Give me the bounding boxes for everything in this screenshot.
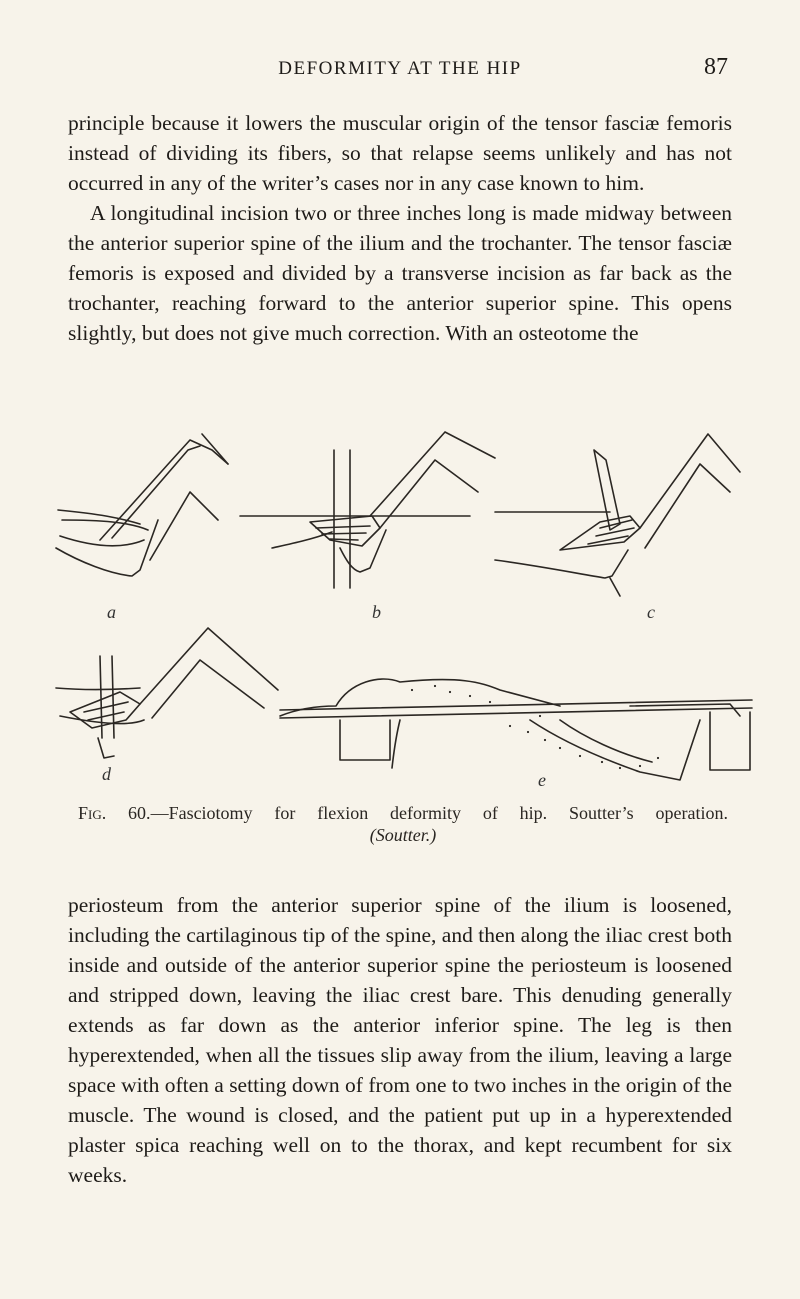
figure-label-a: a xyxy=(107,602,116,622)
figure-label-b: b xyxy=(372,602,381,622)
panel-e-drawing xyxy=(280,679,752,780)
caption-text: —Fasciotomy for flexion deformity of hip. Soutter’s operation. xyxy=(150,803,728,823)
panel-b-drawing xyxy=(240,432,495,588)
body-text-bottom xyxy=(68,890,732,1190)
panel-d-drawing xyxy=(56,628,278,758)
panel-e-stipple xyxy=(411,685,659,769)
figure-label-c: c xyxy=(647,602,655,622)
running-head: DEFORMITY AT THE HIP xyxy=(278,58,522,79)
figure-label-e: e xyxy=(538,770,546,790)
panel-c-drawing xyxy=(495,434,740,596)
page-number: 87 xyxy=(704,54,728,80)
fasciotomy-illustration xyxy=(40,420,770,800)
caption-credit: (Soutter.) xyxy=(369,825,437,845)
body-text-top xyxy=(68,108,732,348)
panel-a-drawing xyxy=(56,434,228,576)
figure-number: Fig. 60. xyxy=(78,803,151,823)
paragraph: A longitudinal incision two or three inches long is made midway between the anterior superior spine of the ilium and the trochanter. The tensor fasciæ femoris is exposed and divided by a transverse incision as far back as the trochanter, reaching forward to the anterior superior spine. This opens slightly, but does not give much correction. With an osteotome the xyxy=(68,201,732,345)
paragraph: periosteum from the anterior superior spine of the ilium is loosened, including the cartilaginous tip of the spine, and then along the iliac crest both inside and outside of the anterior superior spine the periosteum is loosened and stripped down, leaving the iliac crest bare. This denuding generally extends as far down as the anterior inferior spine. The leg is then hyperextended, when all the tissues slip away from the ilium, leaving a large space with often a setting down of from one to two inches in the origin of the muscle. The wound is closed, and the patient put up in a hyperextended plaster spica reaching well on to the thorax, and kept recumbent for six weeks. xyxy=(68,893,732,1187)
figure-caption xyxy=(78,802,728,846)
figure-label-d: d xyxy=(102,764,111,784)
figure-60 xyxy=(40,420,770,800)
paragraph: principle because it lowers the muscular origin of the tensor fasciæ femoris instead of dividing its fibers, so that relapse seems unlikely and has not occurred in any of the writer’s cases nor in any case known to him. xyxy=(68,111,732,195)
